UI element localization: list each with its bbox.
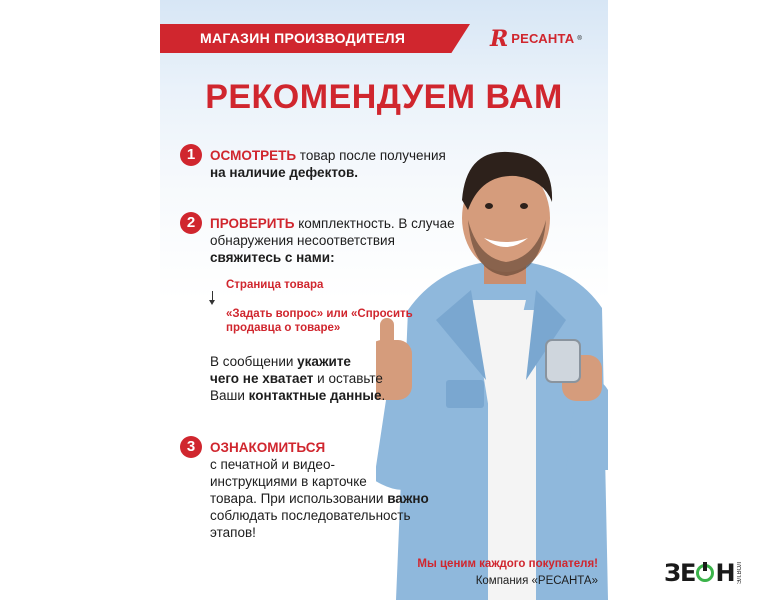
step-1-lead: ОСМОТРЕТЬ — [210, 148, 297, 163]
message-bold: контактные данные — [248, 388, 382, 403]
message-part: и оставьте — [313, 371, 383, 386]
step-1-text — [210, 147, 490, 181]
footer-company: Компания «РЕСАНТА» — [475, 575, 598, 587]
path-end-label — [226, 307, 466, 335]
path-start-label: Страница товара — [226, 279, 324, 291]
step-3-line3: товара. При использовании — [210, 491, 388, 506]
step-3-line1: с печатной и видео- — [210, 457, 335, 472]
message-part: . — [381, 388, 386, 403]
step-3-line5: этапов! — [210, 525, 256, 540]
step-1-number: 1 — [180, 144, 202, 166]
step-2-lead: ПРОВЕРИТЬ — [210, 216, 295, 231]
step-3-text — [210, 439, 470, 541]
zeon-watermark-logo — [664, 560, 743, 586]
footer-slogan: Мы ценим каждого покупателя! — [417, 558, 598, 570]
step-3-line2: инструкциями в карточке — [210, 474, 367, 489]
path-end-line1: «Задать вопрос» или «Спросить — [226, 308, 413, 320]
step-3-line4: соблюдать последовательность — [210, 508, 411, 523]
message-bold: укажите — [297, 354, 351, 369]
resanta-logo — [490, 26, 582, 51]
logo-text: РЕСАНТА — [511, 31, 575, 46]
step-1-line1: товар после получения — [296, 148, 446, 163]
step-1-line2: на наличие дефектов. — [210, 165, 359, 180]
step-2-text — [210, 215, 490, 266]
watermark-text-right: Н — [715, 559, 735, 587]
watermark-text-left: ЗЕ — [664, 559, 696, 587]
step-3-number: 3 — [180, 436, 202, 458]
power-ring-icon — [696, 564, 714, 582]
step-2-line3: свяжитесь с нами: — [210, 250, 335, 265]
step-3-important: важно — [387, 491, 429, 506]
arrow-down-icon — [212, 291, 213, 302]
headline: РЕКОМЕНДУЕМ ВАМ — [205, 78, 563, 116]
banner-title: МАГАЗИН ПРОИЗВОДИТЕЛЯ — [200, 30, 406, 46]
step-3-lead: ОЗНАКОМИТЬСЯ — [210, 440, 326, 455]
message-bold: чего не хватает — [210, 371, 314, 386]
trademark-icon: ® — [577, 35, 582, 42]
step-2-line2: обнаружения несоответствия — [210, 233, 395, 248]
header-banner — [160, 24, 608, 53]
message-part: В сообщении — [210, 354, 298, 369]
logo-mark-icon: R — [490, 25, 509, 52]
message-instructions — [210, 353, 450, 404]
product-info-poster — [160, 0, 608, 600]
path-end-line2: продавца о товаре» — [226, 322, 341, 334]
step-2-number: 2 — [180, 212, 202, 234]
step-2-line1: комплектность. В случае — [294, 216, 455, 231]
message-part: Ваши — [210, 388, 249, 403]
watermark-side-text: ЭЛ.ВОЛ — [736, 561, 743, 585]
